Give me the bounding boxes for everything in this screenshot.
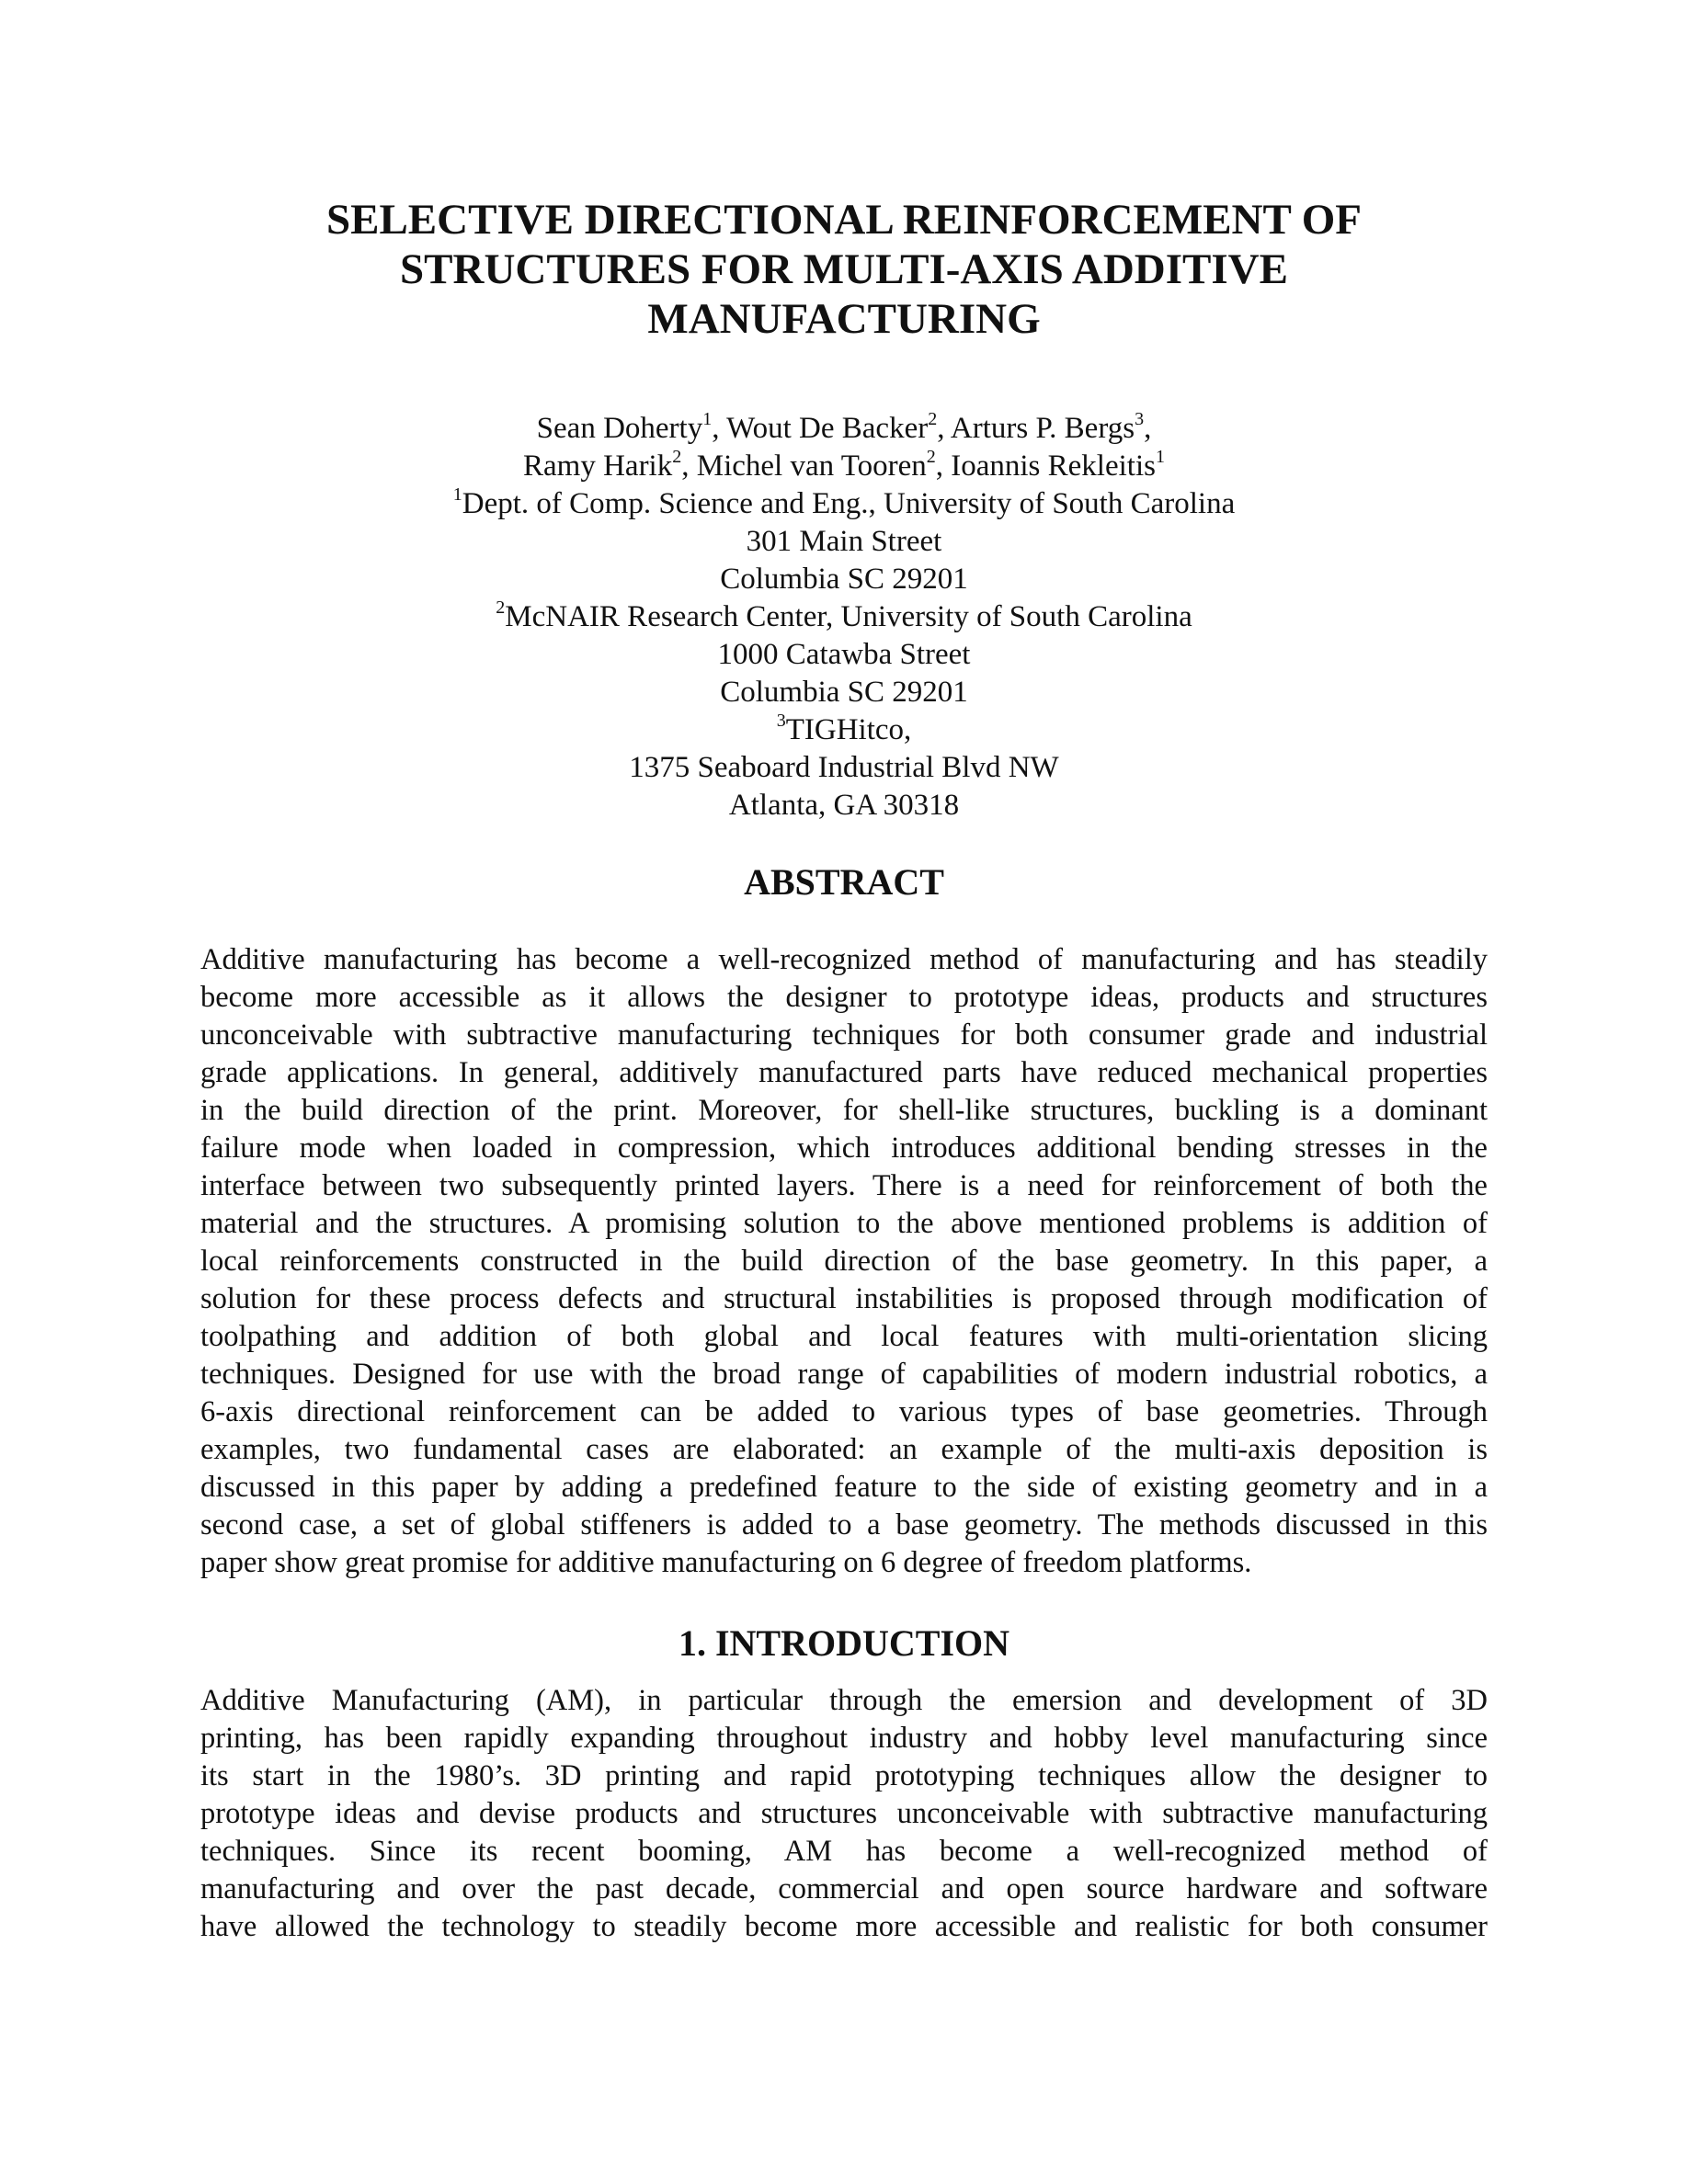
author-block bbox=[276, 410, 1412, 825]
abstract-line: become more accessible as it allows the designer to prototype ideas, products and structures bbox=[200, 981, 1488, 1014]
abstract-line: discussed in this paper by adding a predefined feature to the side of existing geometry and in a bbox=[200, 1471, 1488, 1504]
abstract-line: examples, two fundamental cases are elaborated: an example of the multi-axis deposition is bbox=[200, 1433, 1488, 1466]
abstract-line: paper show great promise for additive manufacturing on 6 degree of freedom platforms. bbox=[200, 1546, 1252, 1579]
affiliation-name: Dept. of Comp. Science and Eng., University of South Carolina bbox=[462, 487, 1236, 520]
affiliation-city: Columbia SC 29201 bbox=[720, 563, 968, 596]
affiliation-street: 1375 Seaboard Industrial Blvd NW bbox=[629, 751, 1059, 784]
abstract-line: 6-axis directional reinforcement can be added to various types of base geometries. Through bbox=[200, 1395, 1488, 1428]
introduction-body bbox=[200, 1682, 1488, 1946]
affiliation-name: McNAIR Research Center, University of South Carolina bbox=[505, 600, 1192, 633]
affiliation-marker: 2 bbox=[672, 447, 682, 467]
author-name: Ramy Harik bbox=[523, 449, 673, 483]
introduction-line: Additive Manufacturing (AM), in particular through the emersion and development of 3D bbox=[200, 1684, 1488, 1717]
author-name: , Wout De Backer bbox=[712, 412, 929, 445]
introduction-line: its start in the 1980’s. 3D printing and rapid prototyping techniques allow the designer to bbox=[200, 1759, 1488, 1792]
abstract-line: solution for these process defects and structural instabilities is proposed through modification of bbox=[200, 1282, 1488, 1315]
abstract-line: unconceivable with subtractive manufacturing techniques for both consumer grade and industrial bbox=[200, 1018, 1488, 1052]
abstract-line: toolpathing and addition of both global and local features with multi-orientation slicing bbox=[200, 1320, 1488, 1353]
abstract-line: failure mode when loaded in compression, which introduces additional bending stresses in the bbox=[200, 1132, 1488, 1165]
abstract-heading: ABSTRACT bbox=[744, 861, 944, 903]
affiliation-marker: 2 bbox=[928, 409, 938, 429]
author-name: , Arturs P. Bergs bbox=[937, 412, 1135, 445]
author-name: , Ioannis Rekleitis bbox=[935, 449, 1156, 483]
affiliation-marker: 1 bbox=[452, 484, 462, 505]
affiliation-line bbox=[276, 711, 1412, 749]
author-name: , Michel van Tooren bbox=[681, 449, 927, 483]
author-line bbox=[276, 448, 1412, 485]
author-separator: , bbox=[1144, 412, 1152, 445]
abstract-line: material and the structures. A promising solution to the above mentioned problems is addition of bbox=[200, 1207, 1488, 1240]
paper-title bbox=[276, 195, 1412, 344]
affiliation-marker: 1 bbox=[702, 409, 713, 429]
introduction-line: manufacturing and over the past decade, commercial and open source hardware and software bbox=[200, 1872, 1488, 1905]
affiliation-marker: 1 bbox=[1155, 447, 1165, 467]
introduction-line: prototype ideas and devise products and structures unconceivable with subtractive manufacturing bbox=[200, 1797, 1488, 1830]
abstract-line: Additive manufacturing has become a well-recognized method of manufacturing and has steadily bbox=[200, 943, 1488, 976]
abstract-line: techniques. Designed for use with the broad range of capabilities of modern industrial robotics, a bbox=[200, 1358, 1488, 1391]
affiliation-city: Atlanta, GA 30318 bbox=[728, 789, 960, 822]
abstract-body bbox=[200, 941, 1488, 1582]
affiliation-line bbox=[276, 485, 1412, 523]
introduction-line: have allowed the technology to steadily become more accessible and realistic for both consumer bbox=[200, 1910, 1488, 1943]
affiliation-street: 1000 Catawba Street bbox=[717, 638, 971, 671]
introduction-heading: 1. INTRODUCTION bbox=[678, 1622, 1010, 1664]
affiliation-city: Columbia SC 29201 bbox=[720, 676, 968, 709]
author-line bbox=[276, 410, 1412, 448]
affiliation-marker: 2 bbox=[926, 447, 936, 467]
abstract-line: interface between two subsequently printed layers. There is a need for reinforcement of both the bbox=[200, 1169, 1488, 1202]
abstract-line: in the build direction of the print. Moreover, for shell-like structures, buckling is a dominant bbox=[200, 1094, 1488, 1127]
author-name: Sean Doherty bbox=[536, 412, 703, 445]
introduction-line: printing, has been rapidly expanding throughout industry and hobby level manufacturing since bbox=[200, 1722, 1488, 1755]
affiliation-name: TIGHitco, bbox=[785, 713, 912, 746]
abstract-line: grade applications. In general, additively manufactured parts have reduced mechanical properties bbox=[200, 1056, 1488, 1089]
title-line: MANUFACTURING bbox=[647, 295, 1041, 343]
abstract-line: second case, a set of global stiffeners is added to a base geometry. The methods discussed in this bbox=[200, 1508, 1488, 1541]
affiliation-marker: 3 bbox=[1135, 409, 1145, 429]
affiliation-marker: 3 bbox=[776, 711, 786, 731]
affiliation-marker: 2 bbox=[496, 597, 506, 618]
title-line: STRUCTURES FOR MULTI-AXIS ADDITIVE bbox=[400, 245, 1288, 293]
affiliation-line bbox=[276, 598, 1412, 636]
introduction-line: techniques. Since its recent booming, AM has become a well-recognized method of bbox=[200, 1835, 1488, 1868]
title-line: SELECTIVE DIRECTIONAL REINFORCEMENT OF bbox=[325, 196, 1363, 244]
abstract-line: local reinforcements constructed in the build direction of the base geometry. In this paper, a bbox=[200, 1245, 1488, 1278]
affiliation-street: 301 Main Street bbox=[746, 525, 942, 558]
